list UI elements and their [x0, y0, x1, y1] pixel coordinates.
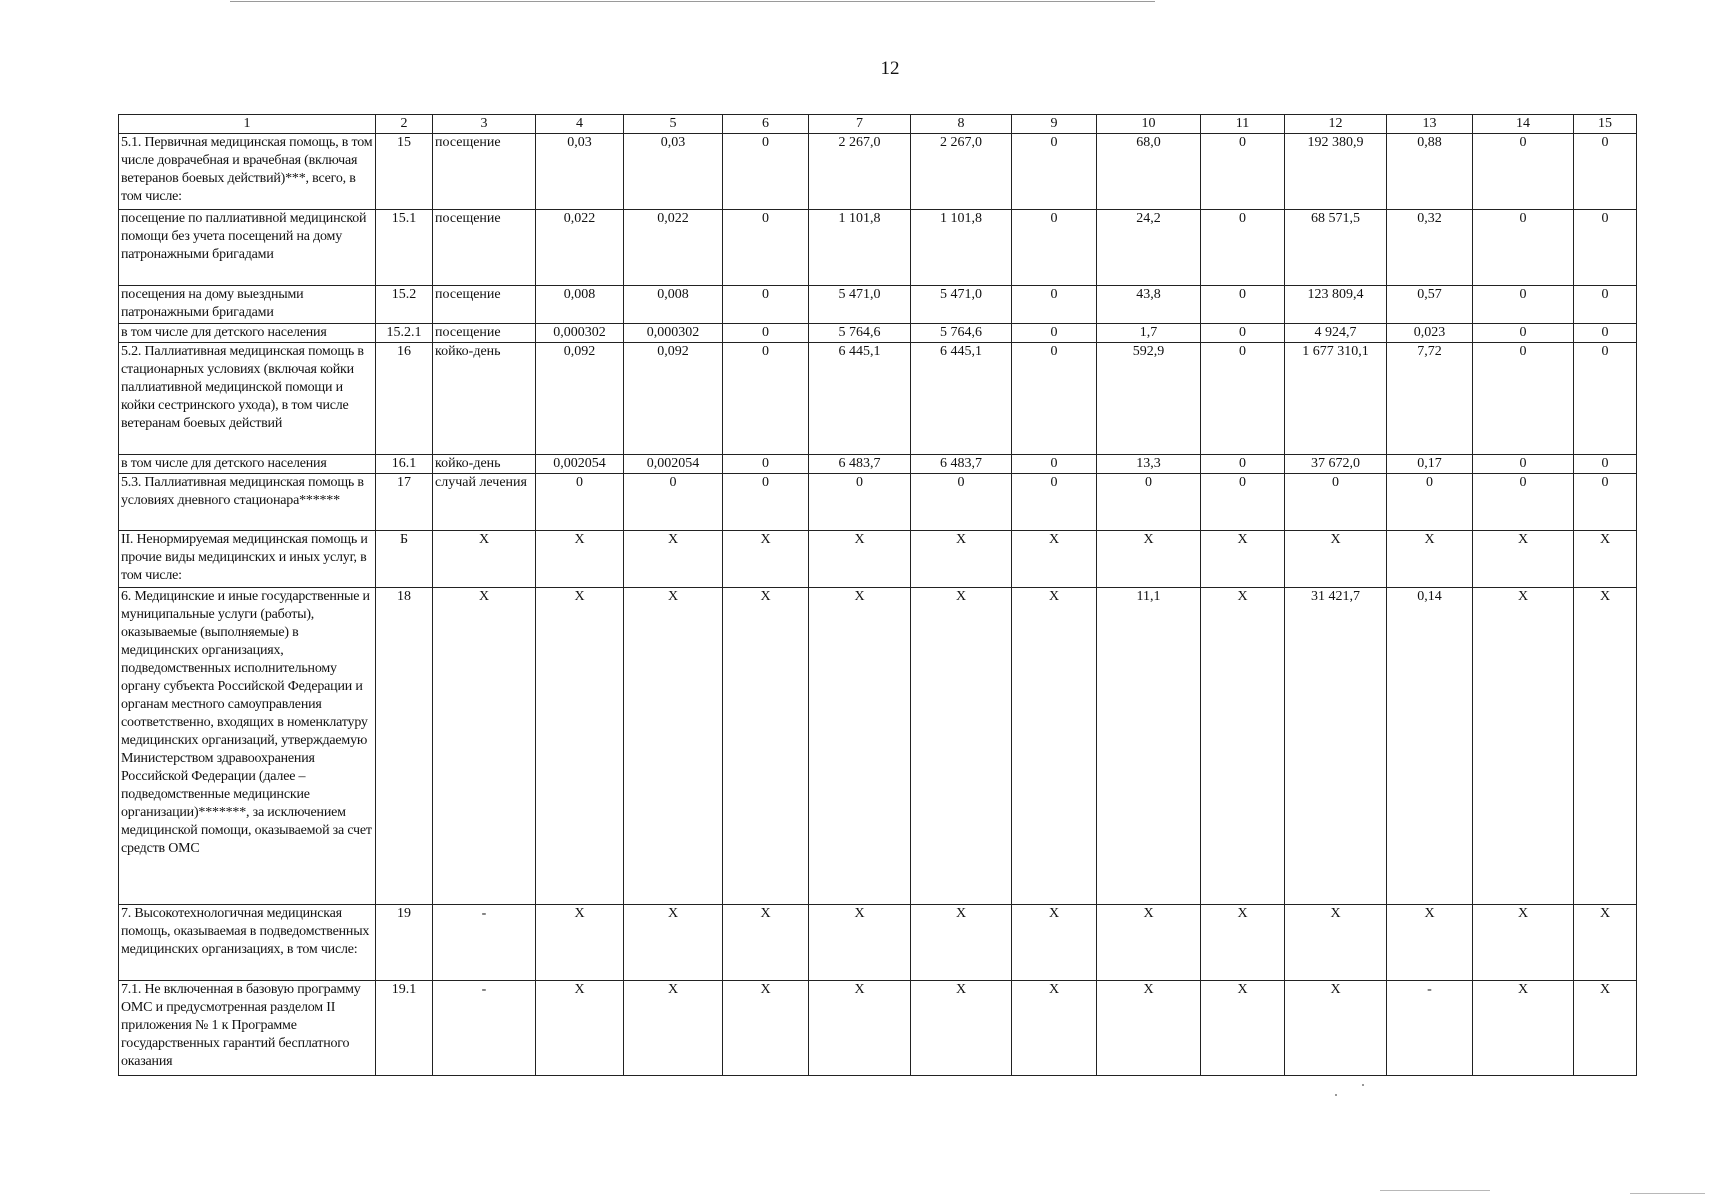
table-cell-col-15: 0: [1574, 455, 1637, 474]
table-row: [119, 531, 1637, 588]
table-cell-col-3: Х: [433, 588, 536, 905]
table-cell-col-9: 0: [1012, 324, 1097, 343]
table-cell-col-6: Х: [723, 588, 809, 905]
table-cell-col-7: Х: [809, 905, 911, 981]
table-cell-col-11: Х: [1201, 905, 1285, 981]
table-cell-col-6: 0: [723, 474, 809, 531]
table-cell-col-13: 0,88: [1387, 134, 1473, 210]
table-cell-col-8: Х: [911, 981, 1012, 1076]
column-header-14: 14: [1473, 115, 1574, 134]
table-cell-col-13: 0,023: [1387, 324, 1473, 343]
table-cell-col-13: 0: [1387, 474, 1473, 531]
table-cell-col-10: 24,2: [1097, 210, 1201, 286]
table-cell-col-9: 0: [1012, 286, 1097, 324]
table-cell-col-13: Х: [1387, 531, 1473, 588]
table-cell-col-14: Х: [1473, 905, 1574, 981]
table-cell-col-12: Х: [1285, 905, 1387, 981]
column-header-13: 13: [1387, 115, 1473, 134]
table-cell-col-5: 0,092: [624, 343, 723, 455]
table-cell-col-3: случай лечения: [433, 474, 536, 531]
table-cell-col-15: Х: [1574, 588, 1637, 905]
table-cell-col-15: 0: [1574, 474, 1637, 531]
column-header-6: 6: [723, 115, 809, 134]
table-cell-col-7: 6 445,1: [809, 343, 911, 455]
table-cell-col-12: 37 672,0: [1285, 455, 1387, 474]
table-cell-col-8: 6 445,1: [911, 343, 1012, 455]
table-cell-col-6: Х: [723, 981, 809, 1076]
table-cell-col-2: 15.1: [376, 210, 433, 286]
table-cell-col-7: 1 101,8: [809, 210, 911, 286]
table-cell-col-9: Х: [1012, 905, 1097, 981]
table-cell-col-4: Х: [536, 981, 624, 1076]
column-header-10: 10: [1097, 115, 1201, 134]
table-cell-col-12: 192 380,9: [1285, 134, 1387, 210]
table-cell-col-14: 0: [1473, 324, 1574, 343]
table-cell-col-5: 0,000302: [624, 324, 723, 343]
table-cell-col-5: Х: [624, 531, 723, 588]
table-cell-col-5: 0,022: [624, 210, 723, 286]
column-header-2: 2: [376, 115, 433, 134]
table-cell-col-7: 5 471,0: [809, 286, 911, 324]
table-cell-col-8: 2 267,0: [911, 134, 1012, 210]
table-cell-col-2: Б: [376, 531, 433, 588]
table-cell-col-8: Х: [911, 531, 1012, 588]
row-description-cell: в том числе для детского населения: [119, 324, 376, 343]
table-row: [119, 324, 1637, 343]
data-table: [118, 114, 1637, 1076]
table-cell-col-9: 0: [1012, 134, 1097, 210]
table-cell-col-2: 16: [376, 343, 433, 455]
table-cell-col-13: 0,14: [1387, 588, 1473, 905]
table-cell-col-11: 0: [1201, 210, 1285, 286]
table-cell-col-6: Х: [723, 905, 809, 981]
table-cell-col-12: 1 677 310,1: [1285, 343, 1387, 455]
table-cell-col-15: 0: [1574, 324, 1637, 343]
table-cell-col-8: 6 483,7: [911, 455, 1012, 474]
table-cell-col-10: 43,8: [1097, 286, 1201, 324]
scan-mark: [1630, 1193, 1705, 1194]
table-body: [119, 134, 1637, 1076]
table-cell-col-12: 0: [1285, 474, 1387, 531]
table-cell-col-10: 68,0: [1097, 134, 1201, 210]
table-cell-col-4: 0: [536, 474, 624, 531]
table-cell-col-13: 0,57: [1387, 286, 1473, 324]
table-cell-col-14: Х: [1473, 531, 1574, 588]
table-cell-col-2: 15: [376, 134, 433, 210]
table-cell-col-2: 19: [376, 905, 433, 981]
column-header-4: 4: [536, 115, 624, 134]
table-cell-col-9: 0: [1012, 455, 1097, 474]
row-description-cell: в том числе для детского населения: [119, 455, 376, 474]
table-cell-col-14: 0: [1473, 343, 1574, 455]
table-cell-col-9: Х: [1012, 531, 1097, 588]
column-header-5: 5: [624, 115, 723, 134]
table-cell-col-11: 0: [1201, 474, 1285, 531]
table-cell-col-8: 0: [911, 474, 1012, 531]
table-cell-col-12: Х: [1285, 981, 1387, 1076]
table-cell-col-6: 0: [723, 343, 809, 455]
table-cell-col-2: 19.1: [376, 981, 433, 1076]
table-cell-col-5: Х: [624, 588, 723, 905]
table-cell-col-3: посещение: [433, 134, 536, 210]
table-cell-col-3: посещение: [433, 210, 536, 286]
table-cell-col-11: Х: [1201, 531, 1285, 588]
table-cell-col-10: 0: [1097, 474, 1201, 531]
scan-mark: [1380, 1190, 1490, 1191]
table-cell-col-10: 13,3: [1097, 455, 1201, 474]
table-cell-col-14: 0: [1473, 286, 1574, 324]
table-cell-col-3: Х: [433, 531, 536, 588]
table-cell-col-7: 6 483,7: [809, 455, 911, 474]
table-cell-col-4: 0,022: [536, 210, 624, 286]
table-cell-col-5: Х: [624, 981, 723, 1076]
table-cell-col-5: 0,03: [624, 134, 723, 210]
table-cell-col-2: 17: [376, 474, 433, 531]
table-cell-col-4: Х: [536, 905, 624, 981]
table-cell-col-7: 5 764,6: [809, 324, 911, 343]
table-cell-col-4: 0,092: [536, 343, 624, 455]
table-cell-col-13: 0,17: [1387, 455, 1473, 474]
table-cell-col-11: Х: [1201, 588, 1285, 905]
table-cell-col-4: 0,002054: [536, 455, 624, 474]
table-cell-col-8: 1 101,8: [911, 210, 1012, 286]
header-row: [119, 115, 1637, 134]
row-description-cell: 5.1. Первичная медицинская помощь, в том числе доврачебная и врачебная (включая ветеранов боевых действий)***, всего, в том числе:: [119, 134, 376, 210]
table-cell-col-7: Х: [809, 531, 911, 588]
table-cell-col-8: 5 764,6: [911, 324, 1012, 343]
table-cell-col-15: 0: [1574, 286, 1637, 324]
table-cell-col-6: 0: [723, 455, 809, 474]
table-cell-col-6: 0: [723, 324, 809, 343]
table-cell-col-3: койко-день: [433, 455, 536, 474]
table-cell-col-5: 0: [624, 474, 723, 531]
table-cell-col-11: 0: [1201, 343, 1285, 455]
table-cell-col-10: Х: [1097, 531, 1201, 588]
table-cell-col-5: 0,002054: [624, 455, 723, 474]
table-cell-col-13: 0,32: [1387, 210, 1473, 286]
table-cell-col-7: 0: [809, 474, 911, 531]
table-cell-col-11: 0: [1201, 286, 1285, 324]
table-cell-col-4: 0,008: [536, 286, 624, 324]
table-cell-col-3: -: [433, 981, 536, 1076]
table-cell-col-7: Х: [809, 588, 911, 905]
table-cell-col-14: 0: [1473, 455, 1574, 474]
table-cell-col-13: Х: [1387, 905, 1473, 981]
scan-dot: [1335, 1094, 1337, 1096]
table-cell-col-2: 15.2: [376, 286, 433, 324]
table-cell-col-3: -: [433, 905, 536, 981]
table-row: [119, 474, 1637, 531]
table-cell-col-9: Х: [1012, 981, 1097, 1076]
table-cell-col-15: Х: [1574, 981, 1637, 1076]
table-cell-col-8: Х: [911, 905, 1012, 981]
table-cell-col-14: 0: [1473, 474, 1574, 531]
table-cell-col-2: 18: [376, 588, 433, 905]
table-cell-col-6: 0: [723, 210, 809, 286]
table-cell-col-13: -: [1387, 981, 1473, 1076]
table-cell-col-15: Х: [1574, 531, 1637, 588]
table-cell-col-4: 0,03: [536, 134, 624, 210]
row-description-cell: 7. Высокотехнологичная медицинская помощь, оказываемая в подведомственных медицинских организациях, в том числе:: [119, 905, 376, 981]
page-number: 12: [880, 58, 900, 79]
table-cell-col-11: 0: [1201, 324, 1285, 343]
table-cell-col-4: Х: [536, 588, 624, 905]
table-cell-col-8: Х: [911, 588, 1012, 905]
table-cell-col-9: 0: [1012, 343, 1097, 455]
table-row: [119, 134, 1637, 210]
table-cell-col-15: Х: [1574, 905, 1637, 981]
table-cell-col-2: 15.2.1: [376, 324, 433, 343]
table-cell-col-14: Х: [1473, 981, 1574, 1076]
table-cell-col-5: 0,008: [624, 286, 723, 324]
table-row: [119, 981, 1637, 1076]
table-cell-col-7: 2 267,0: [809, 134, 911, 210]
row-description-cell: посещение по паллиативной медицинской помощи без учета посещений на дому патронажными бригадами: [119, 210, 376, 286]
row-description-cell: 5.3. Паллиативная медицинская помощь в условиях дневного стационара******: [119, 474, 376, 531]
row-description-cell: 5.2. Паллиативная медицинская помощь в стационарных условиях (включая койки паллиативной медицинской помощи и койки сестринского ухода), в том числе ветеранам боевых действий: [119, 343, 376, 455]
table-cell-col-9: 0: [1012, 474, 1097, 531]
table-cell-col-11: 0: [1201, 455, 1285, 474]
table-row: [119, 343, 1637, 455]
column-header-11: 11: [1201, 115, 1285, 134]
row-description-cell: 6. Медицинские и иные государственные и муниципальные услуги (работы), оказываемые (выполняемые) в медицинских организациях, подведомственных исполнительному органу субъекта Российской Федерации и органам местного самоуправления соответственно, входящих в номенклатуру медицинских организаций, утверждаемую Министерством здравоохранения Российской Федерации (далее – подведомственные медицинские организации)*******, за исключением медицинской помощи, оказываемой за счет средств ОМС: [119, 588, 376, 905]
table-cell-col-10: 592,9: [1097, 343, 1201, 455]
table-row: [119, 455, 1637, 474]
table-row: [119, 210, 1637, 286]
table-cell-col-6: 0: [723, 134, 809, 210]
table-cell-col-7: Х: [809, 981, 911, 1076]
row-description-cell: II. Ненормируемая медицинская помощь и прочие виды медицинских и иных услуг, в том числе:: [119, 531, 376, 588]
table-cell-col-15: 0: [1574, 210, 1637, 286]
column-header-12: 12: [1285, 115, 1387, 134]
table-cell-col-2: 16.1: [376, 455, 433, 474]
table-cell-col-14: 0: [1473, 134, 1574, 210]
table-cell-col-10: 1,7: [1097, 324, 1201, 343]
table-cell-col-11: 0: [1201, 134, 1285, 210]
table-cell-col-11: Х: [1201, 981, 1285, 1076]
row-description-cell: посещения на дому выездными патронажными бригадами: [119, 286, 376, 324]
table-cell-col-12: 4 924,7: [1285, 324, 1387, 343]
column-header-3: 3: [433, 115, 536, 134]
table-cell-col-15: 0: [1574, 134, 1637, 210]
table-cell-col-10: 11,1: [1097, 588, 1201, 905]
table-cell-col-13: 7,72: [1387, 343, 1473, 455]
column-header-8: 8: [911, 115, 1012, 134]
table-cell-col-15: 0: [1574, 343, 1637, 455]
table-cell-col-9: 0: [1012, 210, 1097, 286]
table-cell-col-6: Х: [723, 531, 809, 588]
table-cell-col-3: койко-день: [433, 343, 536, 455]
table-cell-col-12: Х: [1285, 531, 1387, 588]
column-header-1: 1: [119, 115, 376, 134]
table-cell-col-4: 0,000302: [536, 324, 624, 343]
table-cell-col-12: 31 421,7: [1285, 588, 1387, 905]
scan-dot: [1362, 1084, 1364, 1086]
table-cell-col-12: 68 571,5: [1285, 210, 1387, 286]
table-row: [119, 905, 1637, 981]
table-row: [119, 588, 1637, 905]
table-cell-col-8: 5 471,0: [911, 286, 1012, 324]
column-header-7: 7: [809, 115, 911, 134]
table-cell-col-14: Х: [1473, 588, 1574, 905]
table-row: [119, 286, 1637, 324]
column-header-15: 15: [1574, 115, 1637, 134]
table-cell-col-3: посещение: [433, 324, 536, 343]
table-cell-col-5: Х: [624, 905, 723, 981]
table-cell-col-3: посещение: [433, 286, 536, 324]
table-cell-col-6: 0: [723, 286, 809, 324]
top-edge-rule: [230, 1, 1155, 2]
table-cell-col-12: 123 809,4: [1285, 286, 1387, 324]
column-header-9: 9: [1012, 115, 1097, 134]
table-cell-col-14: 0: [1473, 210, 1574, 286]
table-cell-col-10: Х: [1097, 905, 1201, 981]
table-cell-col-4: Х: [536, 531, 624, 588]
table-cell-col-9: Х: [1012, 588, 1097, 905]
table-cell-col-10: Х: [1097, 981, 1201, 1076]
row-description-cell: 7.1. Не включенная в базовую программу ОМС и предусмотренная разделом II приложения № 1 к Программе государственных гарантий бесплатного оказания: [119, 981, 376, 1076]
